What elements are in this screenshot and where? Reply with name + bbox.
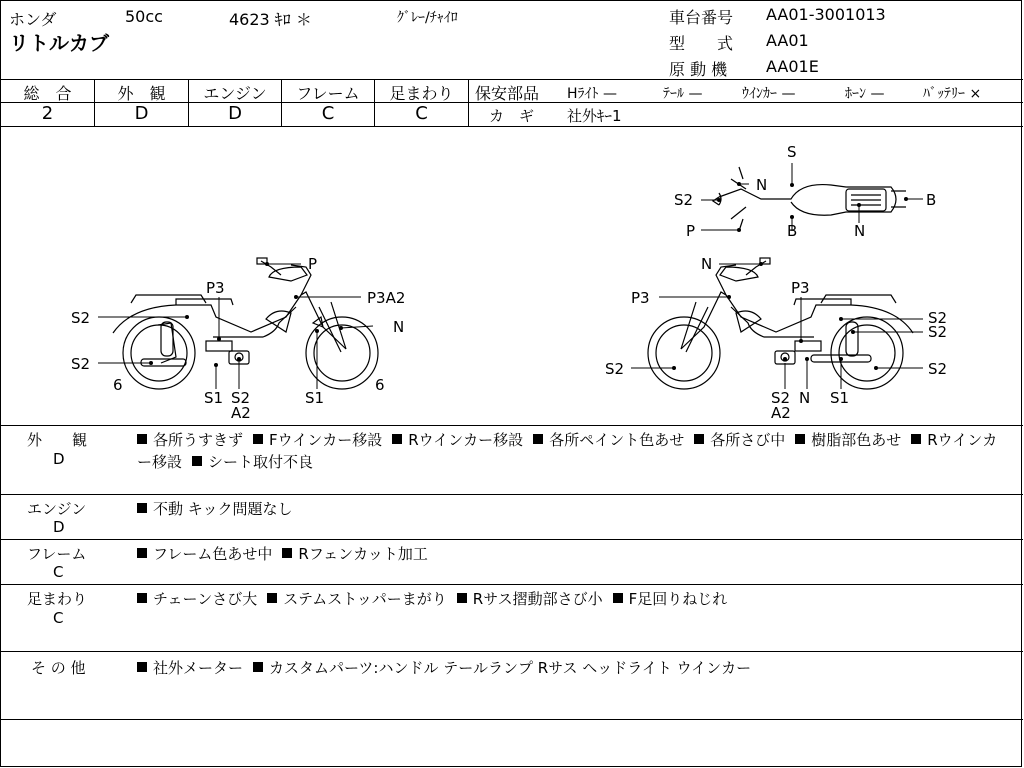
damage-diagram <box>1 127 1023 425</box>
key-label: カ ギ <box>489 107 535 125</box>
divider <box>1 719 1023 720</box>
remark-label-suspension: 足まわり <box>27 590 88 608</box>
remark-grade-suspension: C <box>53 609 64 627</box>
frame-no-label: 車台番号 <box>669 8 734 27</box>
rating-label-engine: エンジン <box>203 84 267 103</box>
rating-label-appearance: 外 観 <box>117 84 166 103</box>
diagram-label: 6 <box>113 376 123 394</box>
divider <box>1 425 1023 426</box>
bullet-icon <box>137 593 147 603</box>
bullet-icon <box>795 434 805 444</box>
rating-value-frame: C <box>321 103 335 124</box>
remark-grade-appearance: D <box>53 450 65 468</box>
diagram-label: 6 <box>375 376 385 394</box>
bullet-icon <box>192 456 202 466</box>
remark-label-engine: エンジン <box>27 500 87 518</box>
diagram-label: P3 <box>631 289 650 307</box>
safety-taillight: ﾃｰﾙ — <box>663 86 703 102</box>
divider <box>1 79 1023 80</box>
diagram-label: P <box>308 255 318 273</box>
rating-value-appearance: D <box>134 103 149 124</box>
rating-value-engine: D <box>228 103 242 124</box>
bullet-icon <box>137 434 147 444</box>
bullet-icon <box>457 593 467 603</box>
mileage: 4623 ｷﾛ ＊ <box>229 10 312 29</box>
diagram-label: S <box>787 143 797 161</box>
safety-battery: ﾊﾞｯﾃﾘｰ × <box>923 86 982 102</box>
diagram-label: S2 <box>928 309 948 327</box>
bullet-icon <box>253 434 263 444</box>
diagram-label: S2 <box>928 360 948 378</box>
remark-label-frame: フレーム <box>27 545 87 563</box>
bullet-icon <box>137 503 147 513</box>
maker: ホンダ <box>9 10 57 29</box>
remark-items-engine: 不動 キック問題なし <box>137 498 292 519</box>
type-label: 型 式 <box>669 34 734 53</box>
key-value: 社外ｷｰ1 <box>567 107 622 125</box>
bullet-icon <box>533 434 543 444</box>
engine-value: AA01E <box>766 57 819 76</box>
diagram-label: N <box>799 389 811 407</box>
rating-label-overall: 総 合 <box>23 84 72 103</box>
diagram-label: N <box>854 222 866 240</box>
color: ｸﾞﾚｰ/ﾁｬｲﾛ <box>397 10 458 26</box>
divider <box>1 651 1023 652</box>
diagram-label: N <box>756 176 768 194</box>
remark-items-suspension: チェーンさび大 ステムストッパーまがり Rサス摺動部さび小 F足回りねじれ <box>137 588 737 609</box>
safety-headlight: Hﾗｲﾄ — <box>567 86 617 102</box>
diagram-label: P3 <box>206 279 225 297</box>
diagram-label: S2 <box>231 389 251 407</box>
bike-top-view <box>713 167 906 231</box>
diagram-label: N <box>393 318 405 336</box>
type-value: AA01 <box>766 31 809 50</box>
safety-label: 保安部品 <box>475 84 540 103</box>
diagram-label: B <box>926 191 937 209</box>
diagram-label: S2 <box>771 389 791 407</box>
diagram-label: S1 <box>204 389 224 407</box>
remark-label-other: そ の 他 <box>31 659 86 677</box>
diagram-label: P <box>686 222 696 240</box>
bullet-icon <box>282 548 292 558</box>
diagram-label: S1 <box>830 389 850 407</box>
diagram-label: P3A2 <box>367 289 406 307</box>
remark-items-other: 社外メーター カスタムパーツ:ハンドル テールランプ Rサス ヘッドライト ウインカー <box>137 657 751 678</box>
engine-label: 原 動 機 <box>669 60 728 79</box>
rating-value-overall: 2 <box>41 103 54 124</box>
diagram-label: N <box>701 255 713 273</box>
diagram-label: A2 <box>771 404 791 422</box>
frame-no: AA01-3001013 <box>766 5 886 24</box>
remark-items-appearance: 各所うすきず Fウインカー移設 Rウインカー移設 各所ペイント色あせ 各所さび中 樹脂部色あせ Rウインカー移設 シート取付不良 <box>137 431 998 471</box>
rating-label-suspension: 足まわり <box>389 84 454 103</box>
bullet-icon <box>694 434 704 444</box>
diagram-label: A2 <box>231 404 251 422</box>
bullet-icon <box>267 593 277 603</box>
model-name: リトルカブ <box>9 31 109 55</box>
diagram-label: S1 <box>305 389 325 407</box>
remark-grade-engine: D <box>53 518 65 536</box>
diagram-label: S2 <box>928 323 948 341</box>
bike-left-side <box>113 258 378 389</box>
displacement: 50cc <box>125 7 163 26</box>
bike-right-side <box>648 258 913 389</box>
safety-winker: ｳｲﾝｶｰ — <box>742 86 796 102</box>
bullet-icon <box>137 548 147 558</box>
divider <box>1 539 1023 540</box>
diagram-label: P3 <box>791 279 810 297</box>
bullet-icon <box>613 593 623 603</box>
safety-horn: ﾎｰﾝ — <box>845 86 885 102</box>
remark-grade-frame: C <box>53 563 64 581</box>
divider <box>1 494 1023 495</box>
bullet-icon <box>392 434 402 444</box>
bullet-icon <box>253 662 263 672</box>
rating-label-frame: フレーム <box>296 84 360 103</box>
bullet-icon <box>911 434 921 444</box>
remark-label-appearance: 外 観 <box>27 431 88 449</box>
diagram-label: S2 <box>674 191 694 209</box>
rating-value-suspension: C <box>415 103 428 124</box>
divider <box>1 584 1023 585</box>
diagram-label: S2 <box>71 309 91 327</box>
diagram-label: S2 <box>71 355 91 373</box>
remark-items-frame: フレーム色あせ中 Rフェンカット加工 <box>137 543 438 564</box>
bullet-icon <box>137 662 147 672</box>
diagram-label: B <box>787 222 798 240</box>
diagram-label: S2 <box>605 360 625 378</box>
